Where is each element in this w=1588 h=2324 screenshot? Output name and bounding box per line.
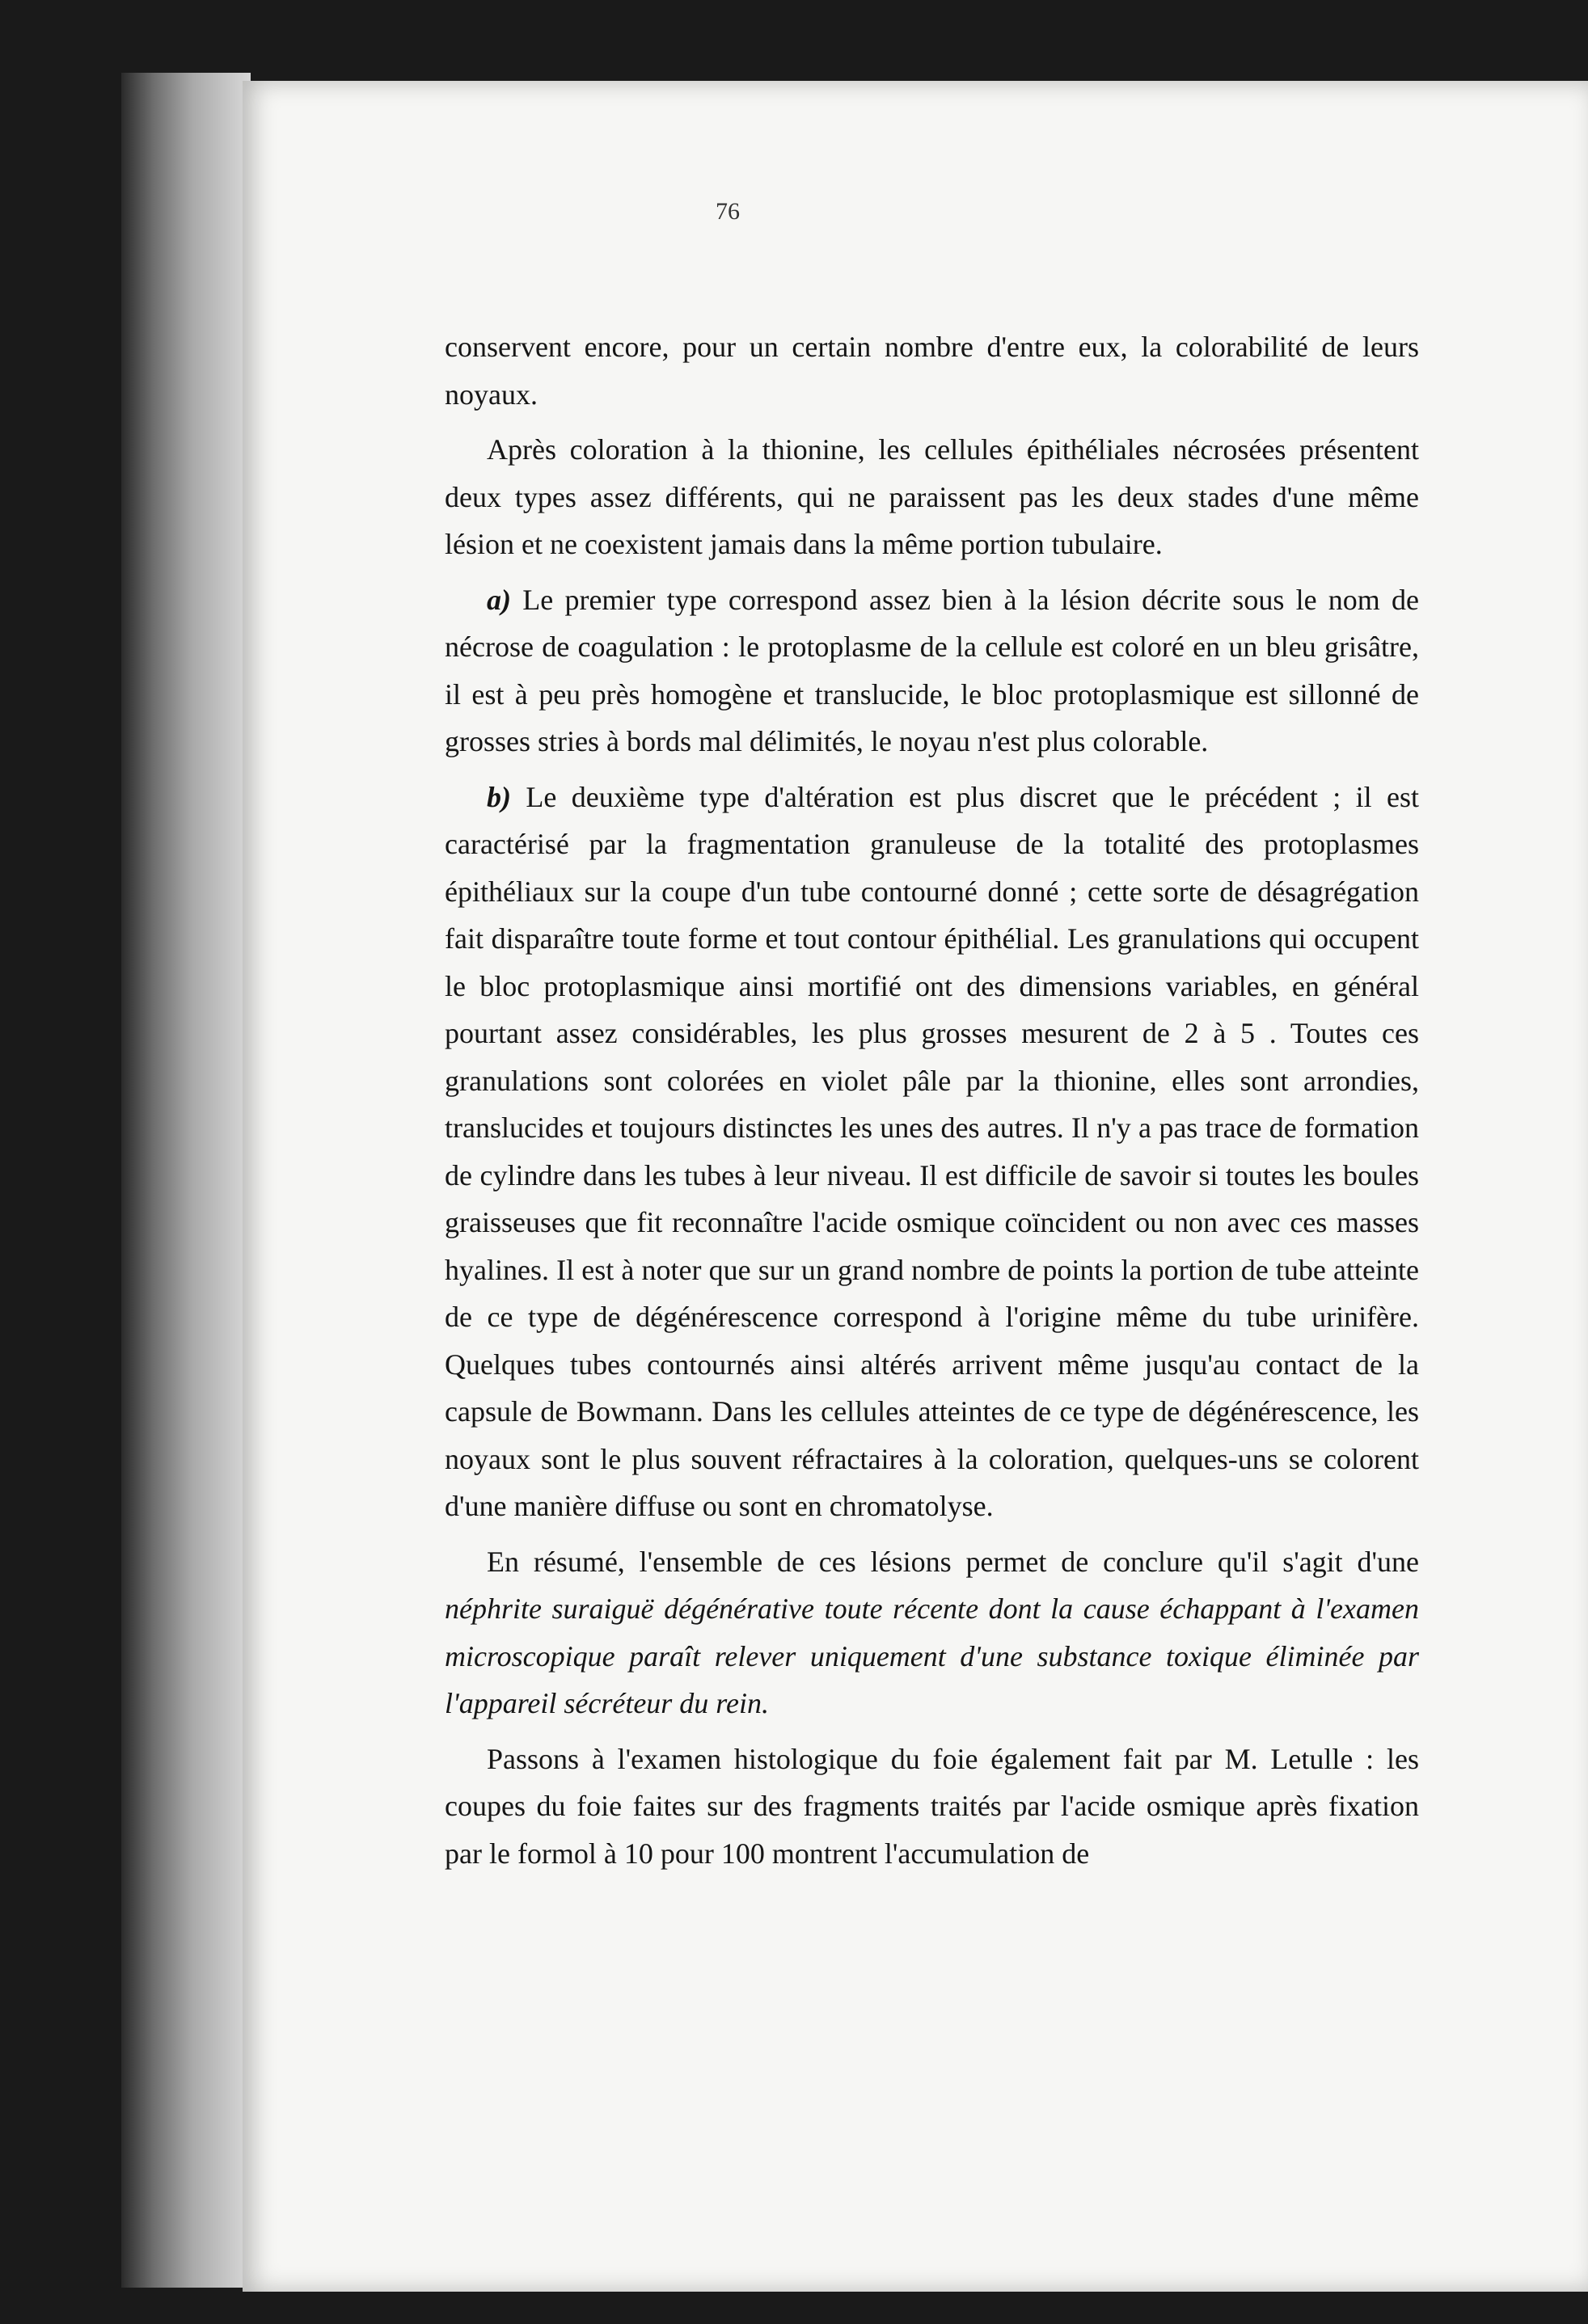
page-number: 76 (716, 198, 740, 225)
paragraph-type-b (445, 774, 1419, 1530)
paragraph-type-a-text: Le premier type correspond assez bien à la lésion décrite sous le nom de nécrose de coagulation : le protoplasme de la cellule est coloré en un bleu grisâtre, il est à peu près homogène et translucide, le bloc protoplasmique est sillonné de grosses stries à bords mal délimités, le noyau n'est plus colorable. (445, 583, 1420, 757)
paragraph-type-a (445, 576, 1419, 766)
paragraph-continuation: conservent encore, pour un certain nombre d'entre eux, la colorabilité de leurs noyaux. (445, 331, 1419, 411)
paragraph-liver-exam: Passons à l'examen histologique du foie également fait par M. Letulle : les coupes du foie faites sur des fragments traités par l'acide osmique après fixation par le formol à 10 pour 100 montrent l'accumulation de (445, 1742, 1419, 1870)
scan-binding-edge (121, 73, 251, 2288)
paragraph-type-b-text: Le deuxième type d'altération est plus discret que le précédent ; il est caractérisé par la fragmentation granuleuse de la totalité des protoplasmes épithéliaux sur la coupe d'un tube contourné donné ; cette sorte de désagrégation fait disparaître toute forme et tout contour épithélial. Les granulations qui occupent le bloc protoplasmique ainsi mortifié ont des dimensions variables, en général pourtant assez considérables, les plus grosses mesurent de 2 à 5 . Toutes ces granulations sont colorées en violet pâle par la thionine, elles sont arrondies, translucides et toujours distinctes les unes des autres. Il n'y a pas trace de formation de cylindre dans les tubes à leur niveau. Il est difficile de savoir si toutes les boules graisseuses que fit reconnaître l'acide osmique coïncident ou non avec ces masses hyalines. Il est à noter que sur un grand nombre de points la portion de tube atteinte de ce type de dégénérescence correspond à l'origine même du tube urinifère. Quelques tubes contournés ainsi altérés arrivent même jusqu'au contact de la capsule de Bowmann. Dans les cellules atteintes de ce type de dégénérescence, les noyaux sont le plus souvent réfractaires à la coloration, quelques-uns se colorent d'une manière diffuse ou sont en chromatolyse. (445, 780, 1419, 1522)
list-marker-a: a) (487, 583, 511, 616)
paragraph-summary (445, 1538, 1419, 1727)
list-marker-b: b) (487, 780, 511, 813)
summary-conclusion-italic: néphrite suraiguë dégénérative toute récente dont la cause échappant à l'examen microscopique paraît relever uniquement d'une substance toxique éliminée par l'appareil sécréteur du rein. (445, 1592, 1419, 1719)
paragraph-thionine: Après coloration à la thionine, les cellules épithéliales nécrosées présentent deux types assez différents, qui ne paraissent pas les deux stades d'une même lésion et ne coexistent jamais dans la même portion tubulaire. (445, 433, 1419, 560)
body-text (445, 323, 1419, 1877)
summary-lead-text: En résumé, l'ensemble de ces lésions permet de conclure qu'il s'agit d'une (487, 1545, 1419, 1578)
